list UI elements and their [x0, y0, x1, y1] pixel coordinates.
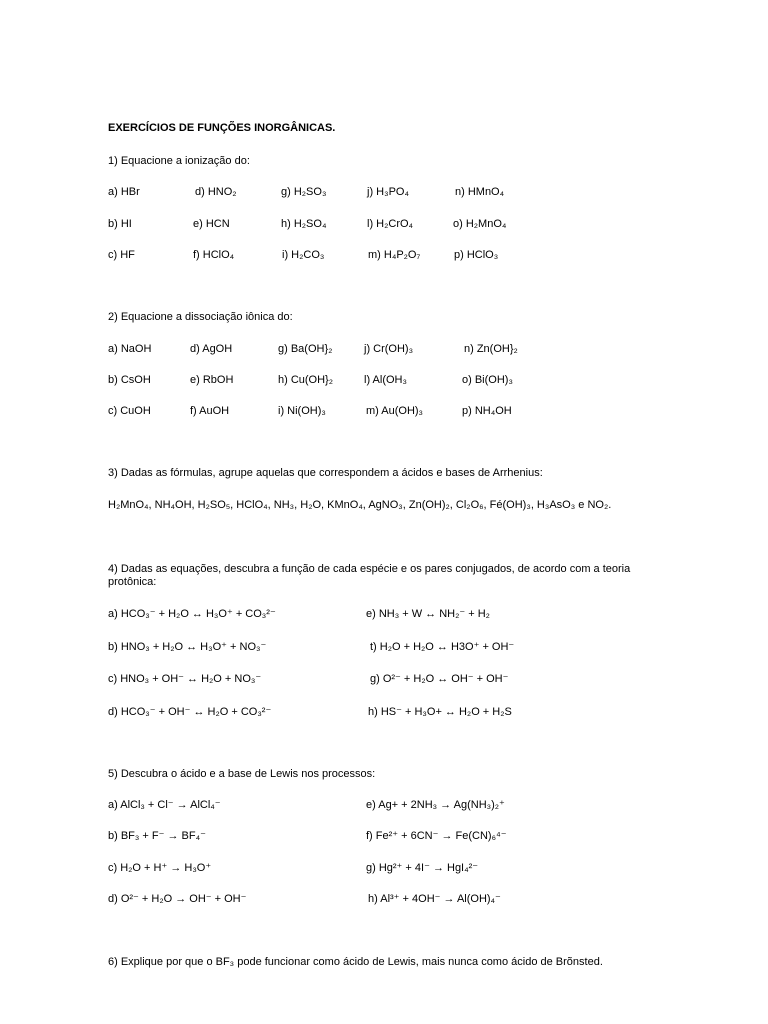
item: c) CuOH [108, 405, 151, 417]
item: i) Ni(OH)₃ [278, 405, 326, 417]
item: o) H₂MnO₄ [453, 218, 507, 230]
question-2-prompt: 2) Equacione a dissociação iônica do: [108, 311, 293, 323]
item: l) Al(OH₃ [364, 374, 407, 386]
item: d) HNO₂ [195, 186, 237, 198]
question-5-prompt: 5) Descubra o ácido e a base de Lewis nos processos: [108, 768, 376, 780]
item: e) RbOH [190, 374, 234, 386]
process: c) H₂O + H⁺ → H₃O⁺ [108, 862, 212, 874]
equation: t) H₂O + H₂O ↔ H3O⁺ + OH⁻ [370, 641, 515, 653]
equation: b) HNO₃ + H₂O ↔ H₃O⁺ + NO₃⁻ [108, 641, 267, 653]
process: g) Hg²⁺ + 4I⁻ → HgI₄²⁻ [366, 862, 479, 874]
item: a) HBr [108, 186, 140, 198]
item: i) H₂CO₃ [282, 249, 325, 261]
item: d) AgOH [190, 343, 233, 355]
equation: c) HNO₃ + OH⁻ ↔ H₂O + NO₃⁻ [108, 673, 262, 685]
question-3-formulas: H₂MnO₄, NH₄OH, H₂SO₅, HClO₄, NH₃, H₂O, KMnO₄, AgNO₃, Zn(OH)₂, Cl₂O₆, Fé(OH)₃, H₃AsO₃ e NO₂. [108, 499, 612, 511]
question-1-prompt: 1) Equacione a ionização do: [108, 155, 250, 167]
question-6-prompt: 6) Explique por que o BF₃ pode funcionar como ácido de Lewis, mais nunca como ácido de Brõnsted. [108, 956, 603, 968]
item: l) H₂CrO₄ [367, 218, 414, 230]
question-4-prompt: 4) Dadas as equações, descubra a função de cada espécie e os pares conjugados, de acordo com a teoria protônica: [108, 563, 631, 588]
item: g) Ba(OH}₂ [278, 343, 333, 355]
equation: h) HS⁻ + H₃O+ ↔ H₂O + H₂S [368, 706, 512, 718]
item: f) HClO₄ [193, 249, 235, 261]
item: o) Bi(OH)₃ [462, 374, 513, 386]
process: e) Ag+ + 2NH₃ → Ag(NH₃)₂⁺ [366, 799, 505, 811]
item: h) Cu(OH}₂ [278, 374, 334, 386]
item: g) H₂SO₃ [281, 186, 327, 198]
item: n) HMnO₄ [455, 186, 505, 198]
item: p) HClO₃ [454, 249, 499, 261]
item: p) NH₄OH [462, 405, 512, 417]
page-title: EXERCÍCIOS DE FUNÇÕES INORGÂNICAS. [108, 122, 336, 134]
item: n) Zn(OH}₂ [464, 343, 518, 355]
item: a) NaOH [108, 343, 152, 355]
item: c) HF [108, 249, 135, 261]
equation: g) O²⁻ + H₂O ↔ OH⁻ + OH⁻ [370, 673, 509, 685]
equation: d) HCO₃⁻ + OH⁻ ↔ H₂O + CO₃²⁻ [108, 706, 272, 718]
process: h) Al³⁺ + 4OH⁻ → Al(OH)₄⁻ [368, 893, 501, 905]
item: b) HI [108, 218, 132, 230]
item: m) Au(OH)₃ [366, 405, 424, 417]
item: m) H₄P₂O₇ [368, 249, 421, 261]
item: j) H₃PO₄ [367, 186, 409, 198]
process: f) Fe²⁺ + 6CN⁻ → Fe(CN)₆⁴⁻ [366, 830, 507, 842]
item: b) CsOH [108, 374, 151, 386]
process: b) BF₃ + F⁻ → BF₄⁻ [108, 830, 206, 842]
question-3-prompt: 3) Dadas as fórmulas, agrupe aquelas que correspondem a ácidos e bases de Arrhenius: [108, 467, 543, 479]
item: e) HCN [193, 218, 230, 230]
process: a) AlCl₃ + Cl⁻ → AlCl₄⁻ [108, 799, 221, 811]
equation: e) NH₃ + W ↔ NH₂⁻ + H₂ [366, 608, 490, 620]
process: d) O²⁻ + H₂O → OH⁻ + OH⁻ [108, 893, 247, 905]
item: h) H₂SO₄ [281, 218, 327, 230]
equation: a) HCO₃⁻ + H₂O ↔ H₃O⁺ + CO₃²⁻ [108, 608, 276, 620]
item: j) Cr(OH)₃ [364, 343, 414, 355]
item: f) AuOH [190, 405, 230, 417]
